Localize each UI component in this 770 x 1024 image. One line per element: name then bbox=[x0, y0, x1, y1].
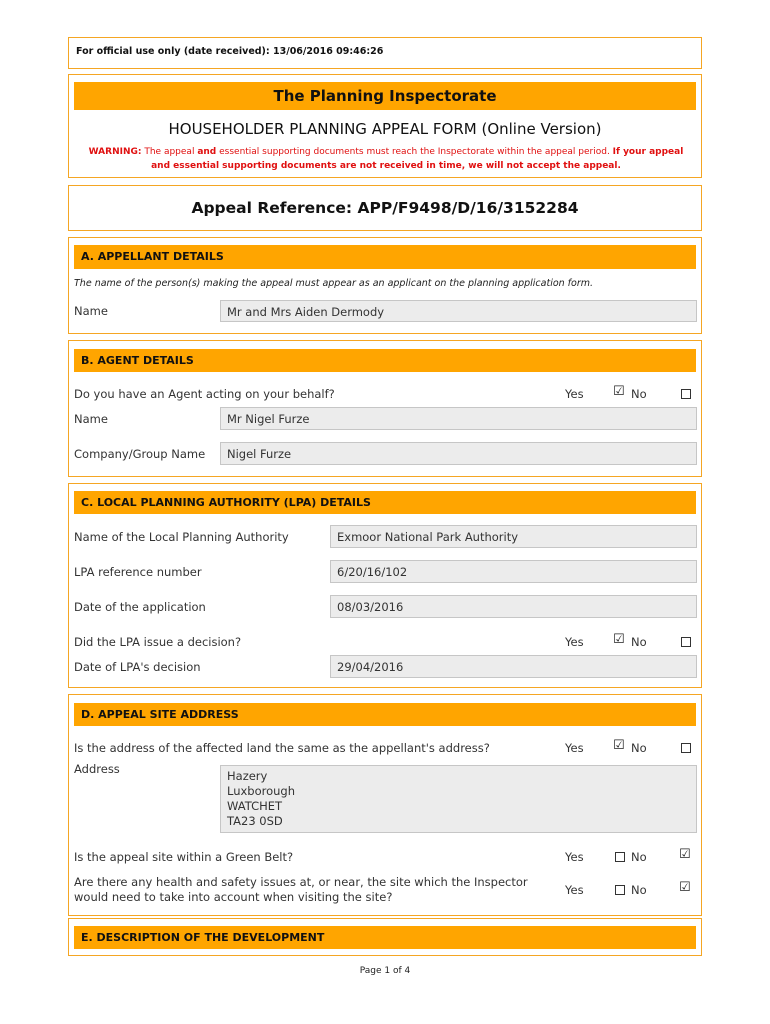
health-no-checkbox[interactable]: ☑ bbox=[679, 880, 691, 895]
health-no-label: No bbox=[631, 883, 647, 897]
agent-name-label: Name bbox=[74, 412, 108, 426]
header-bar bbox=[74, 82, 696, 110]
address-line: Hazery bbox=[227, 769, 268, 783]
header-box bbox=[68, 74, 702, 178]
greenbelt-question: Is the appeal site within a Green Belt? bbox=[74, 850, 294, 864]
same-yes-label: Yes bbox=[565, 741, 584, 755]
lpa-name-field[interactable]: Exmoor National Park Authority bbox=[330, 525, 697, 548]
warning-label: WARNING: bbox=[88, 147, 142, 157]
date-application-label: Date of the application bbox=[74, 600, 206, 614]
official-use-box bbox=[68, 37, 702, 69]
lpa-ref-label: LPA reference number bbox=[74, 565, 202, 579]
same-yes-checkbox[interactable]: ☑ bbox=[613, 738, 625, 753]
lpa-ref-field[interactable]: 6/20/16/102 bbox=[330, 560, 697, 583]
section-b bbox=[68, 340, 702, 477]
decision-date-label: Date of LPA's decision bbox=[74, 660, 201, 674]
section-c-header: C. LOCAL PLANNING AUTHORITY (LPA) DETAILS bbox=[74, 491, 696, 514]
section-e bbox=[68, 918, 702, 956]
decision-yes-label: Yes bbox=[565, 635, 584, 649]
appeal-reference: Appeal Reference: APP/F9498/D/16/3152284 bbox=[191, 199, 579, 217]
decision-no-label: No bbox=[631, 635, 647, 649]
date-application-field[interactable]: 08/03/2016 bbox=[330, 595, 697, 618]
address-line: TA23 0SD bbox=[227, 814, 283, 828]
agent-no-checkbox[interactable] bbox=[681, 389, 691, 399]
greenbelt-yes-label: Yes bbox=[565, 850, 584, 864]
section-b-header: B. AGENT DETAILS bbox=[74, 349, 696, 372]
org-title: The Planning Inspectorate bbox=[273, 87, 497, 105]
greenbelt-no-checkbox[interactable]: ☑ bbox=[679, 847, 691, 862]
address-label: Address bbox=[74, 762, 120, 776]
address-line: Luxborough bbox=[227, 784, 296, 798]
appellant-name-label: Name bbox=[74, 304, 108, 318]
appellant-note: The name of the person(s) making the appeal must appear as an applicant on the planning application form. bbox=[74, 278, 594, 289]
warning-text: WARNING: The appeal and essential supporting documents must reach the Inspectorate within the appeal period. If your appeal and essential supporting documents are not received in time, we will not accept the appeal. bbox=[88, 147, 684, 171]
lpa-name-label: Name of the Local Planning Authority bbox=[74, 530, 289, 544]
address-field[interactable] bbox=[220, 765, 697, 833]
form-title: HOUSEHOLDER PLANNING APPEAL FORM (Online Version) bbox=[168, 120, 602, 138]
health-yes-label: Yes bbox=[565, 883, 584, 897]
decision-question: Did the LPA issue a decision? bbox=[74, 635, 242, 649]
section-a-header: A. APPELLANT DETAILS bbox=[74, 245, 696, 269]
agent-question: Do you have an Agent acting on your behalf? bbox=[74, 387, 335, 401]
agent-no-label: No bbox=[631, 387, 647, 401]
decision-yes-checkbox[interactable]: ☑ bbox=[613, 632, 625, 647]
company-field[interactable]: Nigel Furze bbox=[220, 442, 697, 465]
section-c bbox=[68, 483, 702, 688]
same-no-checkbox[interactable] bbox=[681, 743, 691, 753]
health-yes-checkbox[interactable] bbox=[615, 885, 625, 895]
same-address-question: Is the address of the affected land the same as the appellant's address? bbox=[74, 741, 490, 755]
section-d-header: D. APPEAL SITE ADDRESS bbox=[74, 703, 696, 726]
appeal-reference-box bbox=[68, 185, 702, 231]
decision-no-checkbox[interactable] bbox=[681, 637, 691, 647]
decision-date-field[interactable]: 29/04/2016 bbox=[330, 655, 697, 678]
section-e-header: E. DESCRIPTION OF THE DEVELOPMENT bbox=[74, 926, 696, 949]
appellant-name-field[interactable]: Mr and Mrs Aiden Dermody bbox=[220, 300, 697, 322]
greenbelt-no-label: No bbox=[631, 850, 647, 864]
same-no-label: No bbox=[631, 741, 647, 755]
agent-name-field[interactable]: Mr Nigel Furze bbox=[220, 407, 697, 430]
agent-yes-label: Yes bbox=[565, 387, 584, 401]
section-d bbox=[68, 694, 702, 916]
greenbelt-yes-checkbox[interactable] bbox=[615, 852, 625, 862]
company-label: Company/Group Name bbox=[74, 447, 206, 461]
agent-yes-checkbox[interactable]: ☑ bbox=[613, 384, 625, 399]
section-a bbox=[68, 237, 702, 334]
official-use-text: For official use only (date received): 13/06/2016 09:46:26 bbox=[76, 46, 384, 57]
health-question: Are there any health and safety issues at, or near, the site which the Inspector would need to take into account when visiting the site? bbox=[74, 875, 528, 904]
page-number: Page 1 of 4 bbox=[359, 966, 411, 976]
address-line: WATCHET bbox=[227, 799, 283, 813]
